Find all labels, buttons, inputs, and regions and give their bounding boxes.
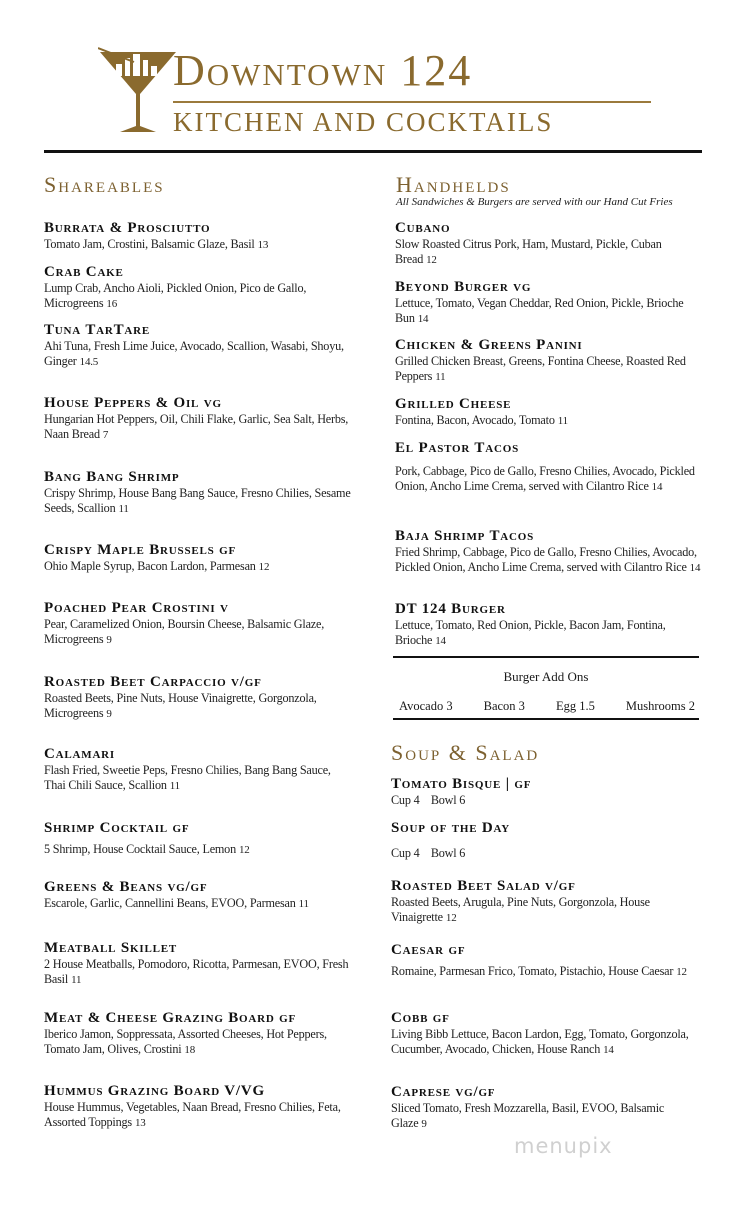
menu-item [395, 440, 705, 495]
item-desc: Lump Crab, Ancho Aioli, Pickled Onion, Pico de Gallo, Microgreens 16 [44, 281, 307, 310]
item-name: Tomato Bisque | gf [391, 776, 532, 792]
item-name: Chicken & Greens Panini [395, 337, 583, 353]
item-desc: Sliced Tomato, Fresh Mozzarella, Basil, EVOO, Balsamic Glaze 9 [391, 1101, 665, 1130]
item-name: Roasted Beet Carpaccio v/gf [44, 674, 262, 690]
handhelds-heading: Handhelds [396, 172, 511, 197]
item-name: Calamari [44, 746, 116, 762]
brand-subtitle: KITCHEN AND COCKTAILS [173, 107, 554, 137]
menu-item [391, 878, 701, 926]
item-price: 9 [106, 708, 112, 720]
item-desc: Living Bibb Lettuce, Bacon Lardon, Egg, Tomato, Gorgonzola, Cucumber, Avocado, Chicken, House Ranch 14 [391, 1027, 689, 1056]
soup-salad-heading: Soup & Salad [391, 740, 540, 765]
menu-item [391, 776, 701, 808]
addon-item: Mushrooms 2 [625, 699, 695, 713]
menu-item [391, 1010, 701, 1058]
item-price: 13 [134, 1117, 146, 1129]
menu-item [44, 1010, 354, 1058]
item-desc: Lettuce, Tomato, Vegan Cheddar, Red Onion, Pickle, Brioche Bun 14 [395, 296, 684, 325]
menu-item [391, 1084, 701, 1132]
item-desc: 2 House Meatballs, Pomodoro, Ricotta, Parmesan, EVOO, Fresh Basil 11 [44, 957, 349, 986]
item-price: 18 [184, 1044, 196, 1056]
item-desc: Ohio Maple Syrup, Bacon Lardon, Parmesan 12 [44, 559, 270, 573]
menu-item [44, 1083, 354, 1131]
menu-item [395, 601, 705, 649]
menu-item [44, 469, 354, 517]
item-name: Roasted Beet Salad v/gf [391, 878, 576, 894]
watermark: menupix [514, 1134, 613, 1158]
item-name: Shrimp Cocktail gf [44, 820, 190, 836]
menu-item [44, 395, 354, 443]
addons-row [393, 699, 699, 714]
item-desc: Escarole, Garlic, Cannellini Beans, EVOO, Parmesan 11 [44, 896, 309, 910]
item-desc: Flash Fried, Sweetie Peps, Fresno Chilies, Bang Bang Sauce, Thai Chili Sauce, Scallion 11 [44, 763, 331, 792]
item-price: 9 [106, 634, 112, 646]
item-price: 12 [258, 561, 270, 573]
item-name: Hummus Grazing Board V/VG [44, 1083, 265, 1099]
item-name: Meatball Skillet [44, 940, 177, 956]
item-price: 9 [421, 1118, 427, 1130]
item-name: Beyond Burger vg [395, 279, 532, 295]
menu-item [395, 337, 705, 385]
menu-item [44, 264, 354, 312]
item-name: Meat & Cheese Grazing Board gf [44, 1010, 297, 1026]
item-price: 12 [426, 254, 437, 266]
item-price: 11 [169, 780, 180, 792]
addon-item: Avocado 3 [399, 699, 453, 713]
item-desc: Crispy Shrimp, House Bang Bang Sauce, Fresno Chilies, Sesame Seeds, Scallion 11 [44, 486, 351, 515]
item-name: Cobb gf [391, 1010, 450, 1026]
addons-bottom-rule [393, 718, 699, 720]
item-price: 14 [603, 1044, 614, 1056]
item-desc: Ahi Tuna, Fresh Lime Juice, Avocado, Scallion, Wasabi, Shoyu, Ginger 14.5 [44, 339, 344, 368]
item-name: Bang Bang Shrimp [44, 469, 180, 485]
item-desc: House Hummus, Vegetables, Naan Bread, Fresno Chilies, Feta, Assorted Toppings 13 [44, 1100, 341, 1129]
item-name: Caesar gf [391, 942, 466, 958]
addon-item: Bacon 3 [483, 699, 525, 713]
item-desc: Cup 4 Bowl 6 [391, 846, 466, 860]
item-price: 12 [676, 966, 687, 978]
menu-item [44, 600, 354, 648]
item-desc: Slow Roasted Citrus Pork, Ham, Mustard, Pickle, Cuban Bread 12 [395, 237, 662, 266]
item-name: Greens & Beans vg/gf [44, 879, 208, 895]
item-desc: Fried Shrimp, Cabbage, Pico de Gallo, Fresno Chilies, Avocado, Pickled Onion, Ancho Lime Crema, served with Cilantro Rice 14 [395, 545, 701, 574]
addons-top-rule [393, 656, 699, 658]
item-desc: Iberico Jamon, Soppressata, Assorted Cheeses, Hot Peppers, Tomato Jam, Olives, Crostini 18 [44, 1027, 327, 1056]
menu-item [395, 396, 705, 429]
item-price: 11 [557, 415, 568, 427]
item-price: 7 [102, 429, 109, 441]
item-name: Grilled Cheese [395, 396, 512, 412]
item-desc: 5 Shrimp, House Cocktail Sauce, Lemon 12 [44, 842, 250, 856]
item-desc: Lettuce, Tomato, Red Onion, Pickle, Bacon Jam, Fontina, Brioche 14 [395, 618, 666, 647]
cocktail-glass-icon [98, 42, 178, 138]
item-name: DT 124 Burger [395, 601, 506, 617]
item-name: Caprese vg/gf [391, 1084, 496, 1100]
menu-item [44, 940, 354, 988]
item-desc: Tomato Jam, Crostini, Balsamic Glaze, Basil 13 [44, 237, 269, 251]
brand-divider [173, 101, 651, 103]
shareables-heading: Shareables [44, 172, 165, 197]
menu-item [44, 322, 354, 370]
item-name: Poached Pear Crostini v [44, 600, 229, 616]
item-desc: Roasted Beets, Pine Nuts, House Vinaigrette, Gorgonzola, Microgreens 9 [44, 691, 317, 720]
item-price: 12 [238, 844, 250, 856]
menu-item [44, 879, 354, 912]
item-desc: Romaine, Parmesan Frico, Tomato, Pistachio, House Caesar 12 [391, 964, 687, 978]
handhelds-note: All Sandwiches & Burgers are served with our Hand Cut Fries [396, 196, 673, 208]
addons-title: Burger Add Ons [503, 669, 589, 684]
header-divider [44, 150, 702, 153]
item-desc: Pork, Cabbage, Pico de Gallo, Fresno Chilies, Avocado, Pickled Onion, Ancho Lime Crema, served with Cilantro Rice 14 [395, 464, 695, 493]
item-desc: Grilled Chicken Breast, Greens, Fontina Cheese, Roasted Red Peppers 11 [395, 354, 686, 383]
item-name: Cubano [395, 220, 451, 236]
item-desc: Cup 4 Bowl 6 [391, 793, 466, 807]
item-name: Crab Cake [44, 264, 124, 280]
burger-add-ons [393, 656, 699, 720]
item-desc: Roasted Beets, Arugula, Pine Nuts, Gorgonzola, House Vinaigrette 12 [391, 895, 650, 924]
menu-item [391, 942, 701, 980]
item-price: 14 [651, 481, 663, 493]
item-desc: Fontina, Bacon, Avocado, Tomato 11 [395, 413, 568, 427]
item-price: 14 [689, 562, 701, 574]
menu-item [44, 674, 354, 722]
menu-item [395, 220, 705, 268]
menu-item [391, 820, 701, 861]
item-price: 11 [298, 898, 309, 910]
menu-item [44, 746, 354, 794]
item-price: 11 [435, 371, 446, 383]
item-price: 14 [417, 313, 429, 325]
item-name: Soup of the Day [391, 820, 511, 836]
menu-item [44, 542, 354, 575]
item-price: 13 [257, 239, 269, 251]
menu-item [44, 820, 354, 858]
item-price: 12 [445, 912, 457, 924]
menu-item [44, 220, 354, 253]
item-price: 14 [435, 635, 446, 647]
item-price: 14.5 [79, 356, 99, 368]
menu-item [395, 279, 705, 327]
item-name: El Pastor Tacos [395, 440, 519, 456]
logo [98, 42, 658, 142]
item-name: House Peppers & Oil vg [44, 395, 222, 411]
addon-item: Egg 1.5 [555, 699, 595, 713]
item-price: 11 [71, 974, 82, 986]
item-desc: Hungarian Hot Peppers, Oil, Chili Flake, Garlic, Sea Salt, Herbs, Naan Bread 7 [44, 412, 349, 441]
item-name: Crispy Maple Brussels gf [44, 542, 236, 558]
item-price: 11 [118, 503, 129, 515]
item-name: Tuna TarTare [44, 322, 151, 338]
menu-item [395, 528, 705, 576]
item-price: 16 [106, 298, 118, 310]
brand-title: Downtown 124 [173, 46, 473, 95]
item-desc: Pear, Caramelized Onion, Boursin Cheese, Balsamic Glaze, Microgreens 9 [44, 617, 325, 646]
item-name: Baja Shrimp Tacos [395, 528, 535, 544]
item-name: Burrata & Prosciutto [44, 220, 211, 236]
